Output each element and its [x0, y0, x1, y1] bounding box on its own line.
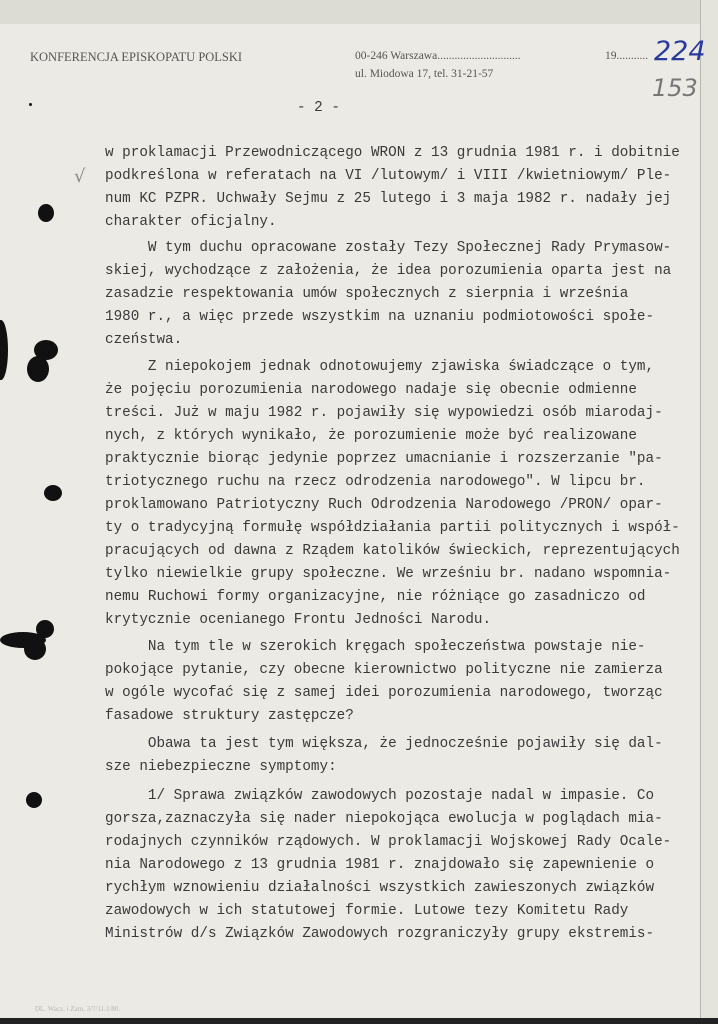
body-text-line: w proklamacji Przewodniczącego WRON z 13 grudnia 1981 r. i dobitnie	[105, 145, 680, 161]
letterhead-year: 19...........	[605, 50, 649, 62]
body-text-line: czeństwa.	[105, 332, 183, 348]
punch-hole-mark	[38, 204, 54, 222]
speck-mark	[29, 103, 32, 106]
punch-hole-mark	[26, 792, 42, 808]
body-text-line: podkreślona w referatach na VI /lutowym/ i VIII /kwietniowym/ Ple-	[105, 168, 672, 184]
handwritten-checkmark: √	[74, 166, 86, 187]
handwritten-archive-number: 224	[654, 36, 706, 67]
handwritten-page-number: 153	[652, 74, 698, 102]
body-text-line: treści. Już w maju 1982 r. pojawiły się wypowiedzi osób miarodaj-	[105, 405, 663, 421]
body-text-line: W tym duchu opracowane zostały Tezy Społecznej Rady Prymasow-	[105, 240, 672, 256]
body-text-line: rychłym wznowieniu działalności wszystkich zawieszonych związków	[105, 880, 655, 896]
body-text-line: 1980 r., a więc przede wszystkim na uznaniu podmiotowości społe-	[105, 309, 655, 325]
body-text-line: zawodowych w ich statutowej formie. Lutowe tezy Komitetu Rady	[105, 903, 629, 919]
body-text-line: Z niepokojem jednak odnotowujemy zjawiska świadczące o tym,	[105, 359, 655, 375]
scan-border	[0, 1018, 718, 1024]
body-text-line: Na tym tle w szerokich kręgach społeczeństwa powstaje nie-	[105, 639, 646, 655]
letterhead-organization: KONFERENCJA EPISKOPATU POLSKI	[30, 50, 243, 64]
body-text-line: num KC PZPR. Uchwały Sejmu z 25 lutego i 3 maja 1982 r. nadały jej	[105, 191, 672, 207]
body-text-line: Obawa ta jest tym większa, że jednocześnie pojawiły się dal-	[105, 736, 663, 752]
body-text-line: rodajnych czynników rządowych. W proklamacji Wojskowej Rady Ocale-	[105, 834, 672, 850]
body-text-line: zasadzie respektowania umów społecznych z sierpnia i września	[105, 286, 629, 302]
punch-hole-mark	[44, 485, 62, 501]
body-text-line: Ministrów d/s Związków Zawodowych rozgraniczyły grupy ekstremis-	[105, 926, 655, 942]
page-edge	[700, 0, 718, 1024]
body-text-line: ty o tradycyjną formułę współdziałania partii politycznych i współ-	[105, 520, 680, 536]
punch-hole-mark	[24, 638, 46, 660]
body-text-line: nemu Ruchowi formy organizacyjne, nie różniące go zasadniczo od	[105, 589, 646, 605]
body-text-line: sze niebezpieczne symptomy:	[105, 759, 337, 775]
body-text-line: skiej, wychodzące z założenia, że idea porozumienia oparta jest na	[105, 263, 672, 279]
body-text-line: gorsza,zaznaczyła się nader niepokojąca ewolucja w poglądach mia-	[105, 811, 663, 827]
body-text-line: w ogóle wycofać się z samej idei porozumienia narodowego, tworząc	[105, 685, 663, 701]
body-text-line: 1/ Sprawa związków zawodowych pozostaje nadal w impasie. Co	[105, 788, 655, 804]
body-text-line: fasadowe struktury zastępcze?	[105, 708, 354, 724]
body-text-line: nia Narodowego z 13 grudnia 1981 r. znajdowało się zapewnienie o	[105, 857, 655, 873]
letterhead-city: 00-246 Warszawa.............................	[355, 50, 521, 62]
body-text-line: praktycznie biorąc jedynie poprzez umacnianie i rozszerzanie "pa-	[105, 451, 663, 467]
body-text-line: krytycznie ocenianego Frontu Jedności Narodu.	[105, 612, 492, 628]
punch-hole-mark	[27, 356, 49, 382]
body-text-line: proklamowano Patriotyczny Ruch Odrodzenia Narodowego /PRON/ opar-	[105, 497, 663, 513]
body-text-line: że pojęciu porozumienia narodowego nadaje się obecnie odmienne	[105, 382, 637, 398]
page-number: - 2 -	[297, 100, 340, 116]
letterhead-address: ul. Miodowa 17, tel. 31-21-57	[355, 68, 494, 80]
printer-footer: DL. Wacz. i Zam. 3/7/11.1/80.	[35, 1005, 121, 1013]
body-text-line: pokojące pytanie, czy obecne kierownictwo polityczne nie zamierza	[105, 662, 663, 678]
body-text-line: nych, z których wynikało, że porozumienie może być realizowane	[105, 428, 637, 444]
body-text-line: charakter oficjalny.	[105, 214, 277, 230]
body-text-line: pracujących od dawna z Rządem katolików świeckich, reprezentujących	[105, 543, 680, 559]
body-text-line: tylko niewielkie grupy społeczne. We wrześniu br. nadano wspomnia-	[105, 566, 672, 582]
body-text-line: triotycznego ruchu na rzecz odrodzenia narodowego". W lipcu br.	[105, 474, 646, 490]
